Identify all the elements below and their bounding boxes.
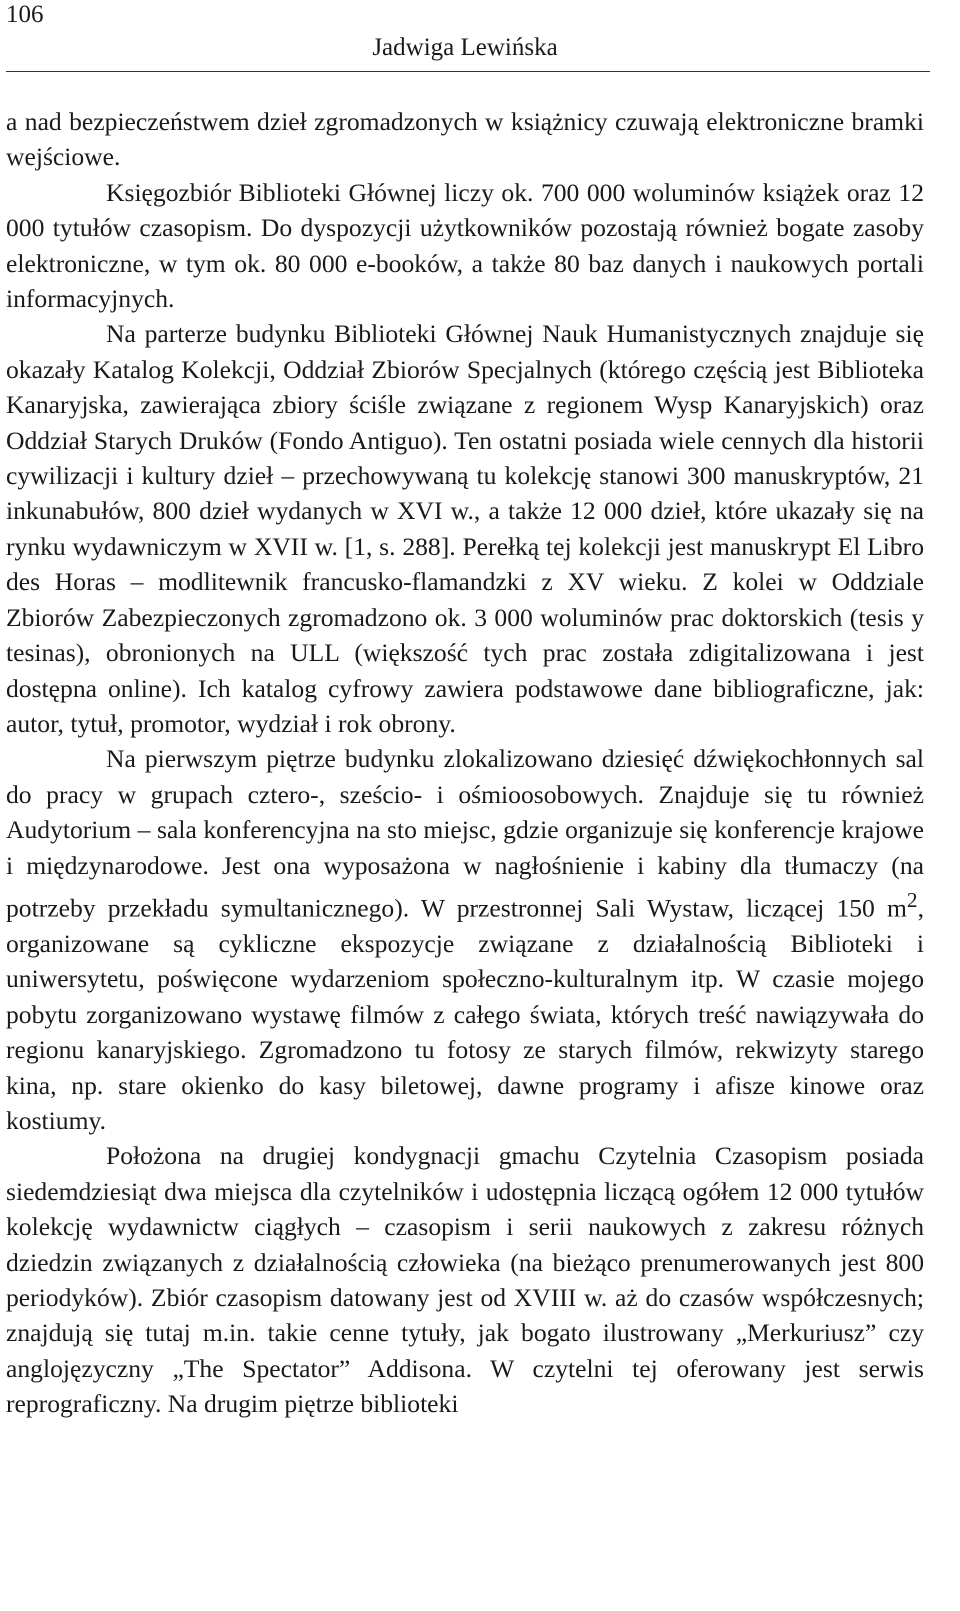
paragraph-3: Na parterze budynku Biblioteki Głównej Nauk Humanistycznych znajduje się okazały Katalog Kolekcji, Oddział Zbiorów Specjalnych (którego częścią jest Biblioteka Kanaryjska, zawierająca zbiory ściśle związane z regionem Wysp Kanaryjskich) oraz Oddział Starych Druków (Fondo Antiguo). Ten ostatni posiada wiele cennych dla historii cywilizacji i kultury dzieł – przechowywaną tu kolekcję stanowi 300 manuskryptów, 21 inkunabułów, 800 dzieł wydanych w XVI w., a także 12 000 dzieł, które ukazały się na rynku wydawniczym w XVII w. [1, s. 288]. Perełką tej kolekcji jest manuskrypt El Libro des Horas – modlitewnik francusko-flamandzki z XV wieku. Z kolei w Oddziale Zbiorów Zabezpieczonych zgromadzono ok. 3 000 woluminów prac doktorskich (tesis y tesinas), obronionych na ULL (większość tych prac została zdigitalizowana i jest dostępna online). Ich katalog cyfrowy zawiera podstawowe dane bibliograficzne, jak: autor, tytuł, promotor, wydział i rok obrony. xyxy=(6,319,924,738)
body-text xyxy=(6,104,924,1422)
paragraph-5: Położona na drugiej kondygnacji gmachu Czytelnia Czasopism posiada siedemdziesiąt dwa miejsca dla czytelników i udostępnia liczącą ogółem 12 000 tytułów kolekcję wydawnictw ciągłych – czasopism i serii naukowych z zakresu różnych dziedzin związanych z działalnością człowieka (na bieżąco prenumerowanych jest 800 periodyków). Zbiór czasopism datowany jest od XVIII w. aż do czasów współczesnych; znajdują się tutaj m.in. takie cenne tytuły, jak bogato ilustrowany „Merkuriusz” czy anglojęzyczny „The Spectator” Addisona. W czytelni tej oferowany jest serwis reprograficzny. Na drugim piętrze biblioteki xyxy=(6,1141,924,1419)
superscript-2: 2 xyxy=(906,887,918,912)
paragraph-1: a nad bezpieczeństwem dzieł zgromadzonych w książnicy czuwają elektroniczne bramki wejściowe. xyxy=(6,107,924,172)
paragraph-4-part-2: , organizowane są cykliczne ekspozycje związane z działalnością Biblioteki i uniwersytetu, poświęcone wydarzeniom społeczno-kulturalnym itp. W czasie mojego pobytu zorganizowano wystawę filmów z całego świata, których treść nawiązywała do regionu kanaryjskiego. Zgromadzono tu fotosy ze starych filmów, rekwizyty starego kina, np. stare okienko do kasy biletowej, dawne programy i afisze kinowe oraz kostiumy. xyxy=(6,893,924,1135)
header-rule xyxy=(6,71,930,72)
paragraph-4-part-1: Na pierwszym piętrze budynku zlokalizowano dziesięć dźwiękochłonnych sal do pracy w grupach cztero-, sześcio- i ośmioosobowych. Znajduje się tu również Audytorium – sala konferencyjna na sto miejsc, gdzie organizuje się konferencje krajowe i międzynarodowe. Jest ona wyposażona w nagłośnienie i kabiny dla tłumaczy (na potrzeby przekładu symultanicznego). W przestronnej Sali Wystaw, liczącej 150 m xyxy=(6,744,924,923)
paragraph-2: Księgozbiór Biblioteki Głównej liczy ok. 700 000 woluminów książek oraz 12 000 tytułów czasopism. Do dyspozycji użytkowników pozostają również bogate zasoby elektroniczne, w tym ok. 80 000 e-booków, a także 80 baz danych i naukowych portali informacyjnych. xyxy=(6,177,924,314)
running-head: Jadwiga Lewińska xyxy=(372,34,558,61)
paragraph-4 xyxy=(6,741,924,1138)
page-number: 106 xyxy=(6,1,44,28)
